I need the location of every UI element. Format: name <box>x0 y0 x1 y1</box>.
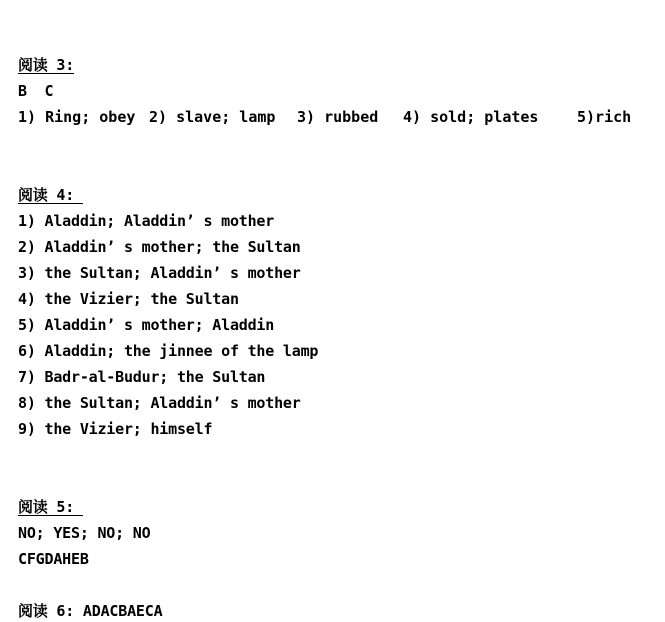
reading-6-answers: 阅读 6: ADACBAECA <box>18 602 163 620</box>
reading-3-answer-4: 4) sold; plates <box>403 108 539 126</box>
reading-5-order-answers: CFGDAHEB <box>18 550 89 568</box>
reading-3-answer-2: 2) slave; lamp <box>149 108 276 126</box>
reading-3-answer-3: 3) rubbed <box>297 108 379 126</box>
reading-3-choices: B C <box>18 82 54 100</box>
reading-5-yes-no-answers: NO; YES; NO; NO <box>18 524 151 542</box>
reading-4-answer-4: 4) the Vizier; the Sultan <box>18 290 239 308</box>
reading-3-answer-5: 5)rich <box>577 108 632 126</box>
reading-4-answer-8: 8) the Sultan; Aladdin’ s mother <box>18 394 301 412</box>
reading-4-answer-7: 7) Badr-al-Budur; the Sultan <box>18 368 266 386</box>
reading-4-answer-5: 5) Aladdin’ s mother; Aladdin <box>18 316 275 334</box>
reading-3-answer-1: 1) Ring; obey <box>18 108 136 126</box>
reading-4-answer-2: 2) Aladdin’ s mother; the Sultan <box>18 238 301 256</box>
reading-4-answer-3: 3) the Sultan; Aladdin’ s mother <box>18 264 301 282</box>
reading-5-heading: 阅读 5: <box>18 498 83 516</box>
reading-4-answer-6: 6) Aladdin; the jinnee of the lamp <box>18 342 319 360</box>
reading-4-answer-1: 1) Aladdin; Aladdin’ s mother <box>18 212 275 230</box>
reading-4-heading: 阅读 4: <box>18 186 83 204</box>
reading-4-answer-9: 9) the Vizier; himself <box>18 420 213 438</box>
reading-3-heading: 阅读 3: <box>18 56 75 74</box>
reading-3-answers <box>18 107 658 127</box>
